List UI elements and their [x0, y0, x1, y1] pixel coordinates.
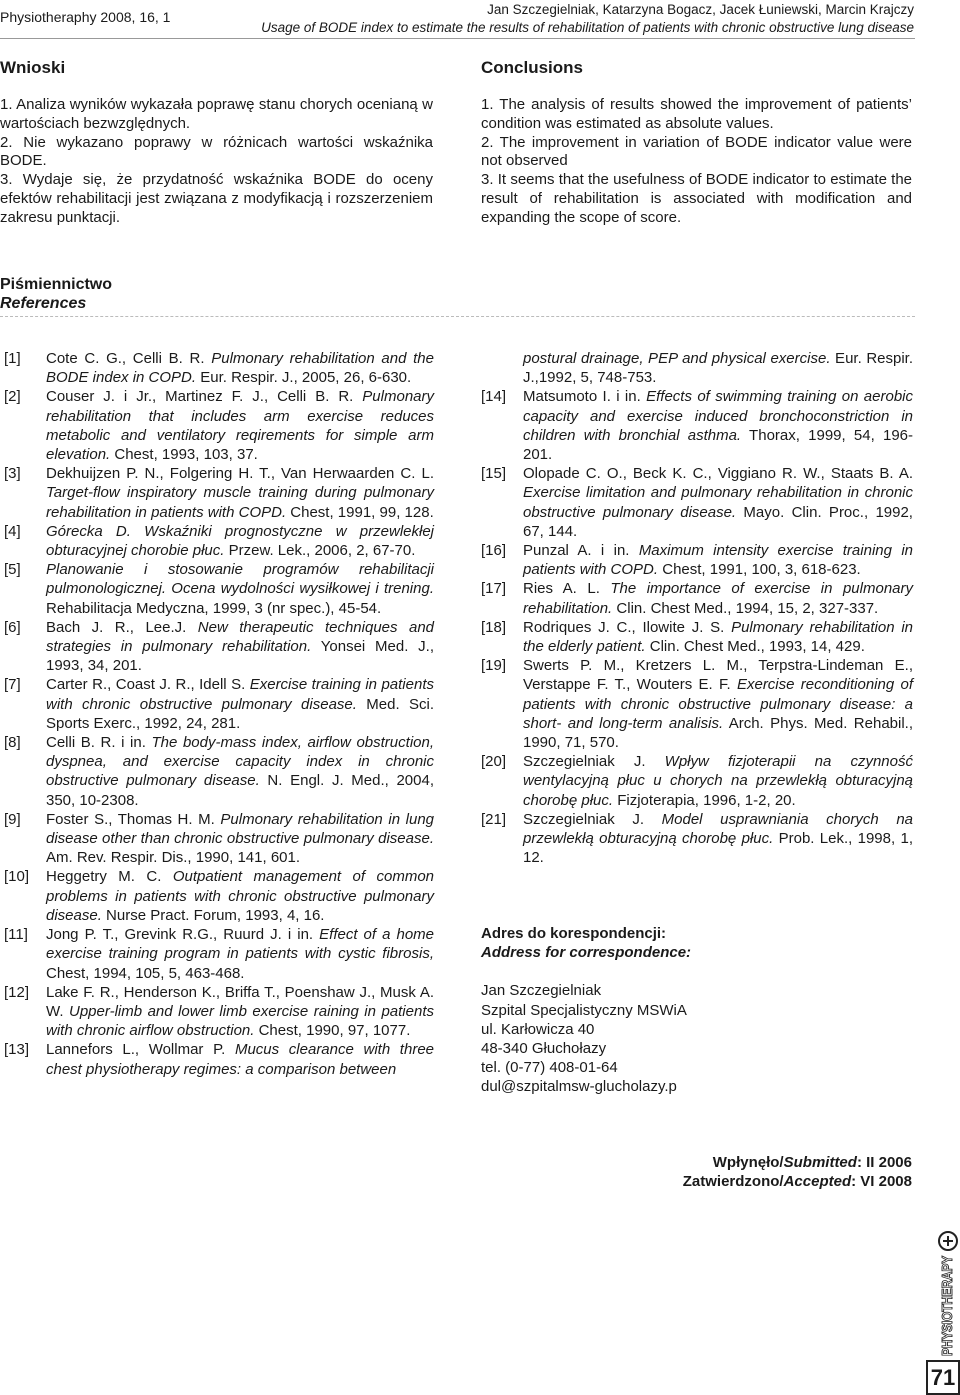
- reference-number: [18]: [481, 618, 507, 636]
- reference-title: Mucus clearance with three chest physiotherapy regimes: a comparison between: [46, 1041, 435, 1078]
- reference-item: [481, 752, 913, 810]
- reference-authors: Lannefors L., Wollmar P.: [46, 1041, 235, 1059]
- references-heading-en: References: [0, 295, 87, 312]
- correspondence-title-pl: Adres do korespondencji:: [481, 925, 667, 942]
- reference-authors: Olopade C. O., Beck K. C., Viggiano R. W., Staats B. A.: [523, 465, 913, 483]
- reference-item: [4, 387, 434, 464]
- reference-authors: Punzal A. i in.: [523, 542, 639, 560]
- reference-number: [12]: [4, 983, 30, 1001]
- reference-number: [17]: [481, 580, 507, 598]
- wnioski-item: 2. Nie wykazano poprawy w różnicach wartości wskaźnika BODE.: [0, 133, 433, 170]
- correspondence-email: dul@szpitalmsw-glucholazy.p: [481, 1078, 677, 1096]
- reference-title: Pulmonary rehabilitation and the BODE index in COPD.: [46, 350, 434, 387]
- reference-source: Mayo. Clin. Proc., 1992, 67, 144.: [523, 503, 913, 540]
- reference-number: [19]: [481, 657, 507, 675]
- reference-source: Chest, 1991, 100, 3, 618-623.: [658, 561, 861, 579]
- header-divider: [0, 38, 915, 39]
- reference-authors: Matsumoto I. i in.: [523, 388, 647, 406]
- reference-source: Clin. Chest Med., 1993, 14, 429.: [645, 638, 865, 656]
- reference-item: [4, 810, 434, 868]
- reference-authors: Szczegielniak J.: [523, 753, 665, 771]
- references-right-column: [481, 349, 913, 867]
- reference-source: Chest, 1994, 105, 5, 463-468.: [46, 964, 245, 982]
- reference-title: Exercise training in patients with chronic obstructive pulmonary disease.: [46, 676, 434, 713]
- reference-source: Am. Rev. Respir. Dis., 1990, 141, 601.: [46, 849, 301, 867]
- reference-source: Arch. Phys. Med. Rehabil., 1990, 71, 570.: [523, 714, 914, 752]
- reference-authors: Lake F. R., Henderson K., Briffa T., Poenshaw J., Musk A. W.: [46, 983, 434, 1020]
- reference-source: Fizjoterapia, 1996, 1-2, 20.: [613, 791, 796, 809]
- accepted-date: Zatwierdzono/Accepted: VI 2008: [682, 1173, 912, 1190]
- reference-authors: Ries A. L.: [523, 580, 611, 598]
- conclusions-item: 3. It seems that the usefulness of BODE indicator to estimate the result of rehabilitation is associated with modification and expanding the scope of score.: [481, 171, 912, 226]
- reference-authors: Bach J. R., Lee.J.: [46, 618, 198, 636]
- logo-text: PHYSIOTHERAPY: [939, 1231, 956, 1356]
- reference-number: [20]: [481, 753, 507, 771]
- reference-item: [4, 983, 434, 1041]
- reference-item: [481, 541, 913, 579]
- references-left-column: [4, 349, 434, 1079]
- wnioski-list: [0, 96, 433, 228]
- reference-title: The body-mass index, airflow obstruction, dyspnea, and exercise capacity index in chronic obstructive pulmonary disease.: [46, 734, 434, 790]
- reference-authors: Dekhuijzen P. N., Folgering H. T., Van Herwaarden C. L.: [46, 465, 434, 483]
- reference-item: [4, 560, 434, 618]
- header-authors: Jan Szczegielniak, Katarzyna Bogacz, Jacek Łuniewski, Marcin Krajczy: [487, 2, 914, 17]
- reference-number: [15]: [481, 465, 507, 483]
- reference-item: [481, 464, 913, 541]
- reference-source: Nurse Pract. Forum, 1993, 4, 16.: [101, 906, 325, 924]
- reference-source: Med. Sci. Sports Exerc., 1992, 24, 281.: [46, 695, 434, 732]
- reference-title: postural drainage, PEP and physical exercise.: [523, 350, 831, 367]
- reference-title: Model usprawniania chorych na przewlekłą obturacyjną chorobę płuc.: [523, 810, 914, 848]
- correspondence-block: [481, 924, 691, 1097]
- reference-source: Chest, 1993, 103, 37.: [110, 446, 258, 464]
- wnioski-heading: Wnioski: [0, 58, 66, 77]
- reference-number: [5]: [4, 561, 21, 579]
- reference-source: Eur. Respir. J., 2005, 26, 6-630.: [196, 369, 412, 387]
- conclusions-heading: Conclusions: [481, 58, 584, 77]
- wnioski-item: 1. Analiza wyników wykazała poprawę stanu chorych ocenianą w wartościach bezwzględnych.: [0, 96, 433, 132]
- correspondence-title-en: Address for correspondence:: [481, 944, 692, 962]
- conclusions-item: 1. The analysis of results showed the improvement of patients’ condition was estimated as absolute values.: [481, 96, 912, 132]
- reference-number: [8]: [4, 734, 21, 752]
- reference-number: [16]: [481, 542, 507, 560]
- reference-authors: Celli B. R. i in.: [46, 734, 152, 752]
- reference-title: Target-flow inspiratory muscle training during pulmonary rehabilitation in patients with COPD.: [46, 484, 434, 521]
- reference-authors: Heggetry M. C.: [46, 868, 173, 886]
- reference-source: Rehabilitacja Medyczna, 1999, 3 (nr spec.), 45-54.: [46, 599, 382, 617]
- reference-authors: Carter R., Coast J. R., Idell S.: [46, 676, 250, 694]
- reference-item: [481, 810, 913, 868]
- correspondence-line: tel. (0-77) 408-01-64: [481, 1059, 618, 1077]
- reference-title: Pulmonary rehabilitation in lung disease other than chronic obstructive pulmonary disease.: [46, 810, 435, 848]
- correspondence-line: Szpital Specjalistyczny MSWiA: [481, 1001, 687, 1019]
- reference-item: [481, 387, 913, 464]
- reference-item: [4, 349, 434, 387]
- references-divider: [0, 316, 915, 317]
- reference-title: Maximum intensity exercise training in patients with COPD.: [523, 542, 913, 579]
- running-header: [261, 1, 914, 37]
- submission-dates: [683, 1153, 912, 1191]
- reference-source: Eur. Respir. J.,1992, 5, 748-753.: [523, 350, 913, 387]
- wnioski-item: 3. Wydaje się, że przydatność wskaźnika BODE do oceny efektów rehabilitacji jest związana z modyfikacją i rozszerzeniem zakresu punktacji.: [0, 171, 433, 226]
- reference-item: [481, 618, 913, 656]
- reference-item: [481, 656, 913, 752]
- journal-citation: Physiotheraphy 2008, 16, 1: [0, 9, 171, 25]
- reference-number: [3]: [4, 465, 21, 483]
- reference-number: [1]: [4, 350, 21, 367]
- reference-number: [13]: [4, 1041, 30, 1059]
- reference-title: New therapeutic techniques and strategies in pulmonary rehabilitation.: [46, 618, 434, 656]
- reference-number: [4]: [4, 522, 21, 540]
- correspondence-line: ul. Karłowicza 40: [481, 1020, 595, 1038]
- reference-title: Effect of a home exercise training program in patients with cystic fibrosis,: [46, 926, 435, 963]
- reference-title: Exercise limitation and pulmonary rehabilitation in chronic obstructive pulmonary disease.: [523, 484, 913, 521]
- reference-title: Upper-limb and lower limb exercise raining in patients with chronic airflow obstruction.: [46, 1002, 434, 1040]
- reference-source: Clin. Chest Med., 1994, 15, 2, 327-337.: [612, 599, 879, 617]
- reference-item: [4, 464, 434, 522]
- reference-title: Wpływ fizjoterapii na czynność wentylacyjną płuc u chorych na przewlekłą obturacyjną chorobę płuc.: [523, 753, 913, 809]
- reference-item: [4, 1040, 434, 1078]
- reference-source: Yonsei Med. J., 1993, 34, 201.: [46, 638, 434, 675]
- references-heading-pl: Piśmiennictwo: [0, 276, 113, 293]
- reference-item: [481, 579, 913, 617]
- reference-item: [4, 867, 434, 925]
- reference-title: Pulmonary rehabilitation in the elderly patient.: [523, 618, 913, 656]
- reference-title: Outpatient management of common problems in patients with chronic obstructive pulmonary disease.: [46, 868, 435, 924]
- reference-title: Effects of swimming training on aerobic capacity and exercise induced bronchoconstriction in children with bronchial asthma.: [523, 388, 914, 444]
- reference-item: [4, 675, 434, 733]
- conclusions-item: 2. The improvement in variation of BODE indicator value were not observed: [481, 133, 912, 170]
- reference-number: [6]: [4, 618, 21, 636]
- reference-source: Przew. Lek., 2006, 2, 67-70.: [224, 542, 416, 560]
- reference-title: Planowanie i stosowanie programów rehabilitacji pulmonologicznej. Ocena wydolności wysiłkowej i trening.: [46, 561, 434, 598]
- reference-source: Thorax, 1999, 54, 196-201.: [523, 426, 913, 464]
- reference-authors: Swerts P. M., Kretzers L. M., Terpstra-Lindeman E., Verstappe F. T., Wouters E. F.: [523, 657, 913, 694]
- correspondence-line: Jan Szczegielniak: [481, 982, 602, 1000]
- reference-number: [21]: [481, 810, 507, 828]
- reference-item: [4, 733, 434, 810]
- reference-authors: Foster S., Thomas H. M.: [46, 810, 221, 828]
- reference-authors: Szczegielniak J.: [523, 810, 662, 828]
- reference-item: [4, 522, 434, 560]
- reference-source: N. Engl. J. Med., 2004, 350, 10-2308.: [46, 772, 434, 809]
- references-heading: [0, 275, 112, 313]
- reference-authors: Couser J. i Jr., Martinez F. J., Celli B. R.: [46, 388, 363, 406]
- reference-item: [4, 618, 434, 676]
- reference-number: [2]: [4, 388, 21, 406]
- conclusions-list: [481, 96, 912, 228]
- reference-source: Chest, 1990, 97, 1077.: [254, 1022, 411, 1040]
- page-number: 71: [926, 1360, 960, 1395]
- reference-number: [9]: [4, 810, 21, 828]
- reference-authors: Jong P. T., Grevink R.G., Ruurd J. i in.: [46, 926, 320, 944]
- reference-title: Exercise reconditioning of patients with chronic obstructive pulmonary disease: a short- and long-term analisis.: [523, 676, 913, 732]
- header-running-title: Usage of BODE index to estimate the results of rehabilitation of patients with chronic obstructive lung disease: [261, 20, 914, 35]
- journal-logo: [926, 1230, 960, 1358]
- reference-source: Chest, 1991, 99, 128.: [286, 503, 434, 521]
- reference-number: [10]: [4, 868, 30, 886]
- correspondence-line: 48-340 Głuchołazy: [481, 1040, 607, 1058]
- reference-source: Prob. Lek., 1998, 1, 12.: [523, 830, 913, 867]
- reference-title: Pulmonary rehabilitation that includes arm exercise reduces metabolic and ventilatory reqirements for simple arm elevation.: [46, 388, 434, 464]
- reference-item: [481, 349, 913, 387]
- reference-number: [7]: [4, 676, 21, 694]
- reference-title: Górecka D. Wskaźniki prognostyczne w przewlekłej obturacyjnej chorobie płuc.: [46, 522, 434, 560]
- reference-number: [14]: [481, 388, 507, 406]
- reference-authors: Cote C. G., Celli B. R.: [46, 350, 212, 367]
- reference-authors: Rodriques J. C., Ilowite J. S.: [523, 618, 732, 636]
- reference-number: [11]: [4, 926, 28, 944]
- reference-title: The importance of exercise in pulmonary rehabilitation.: [523, 580, 913, 617]
- reference-item: [4, 925, 434, 983]
- received-date: Wpłynęło/Submitted: II 2006: [712, 1154, 912, 1171]
